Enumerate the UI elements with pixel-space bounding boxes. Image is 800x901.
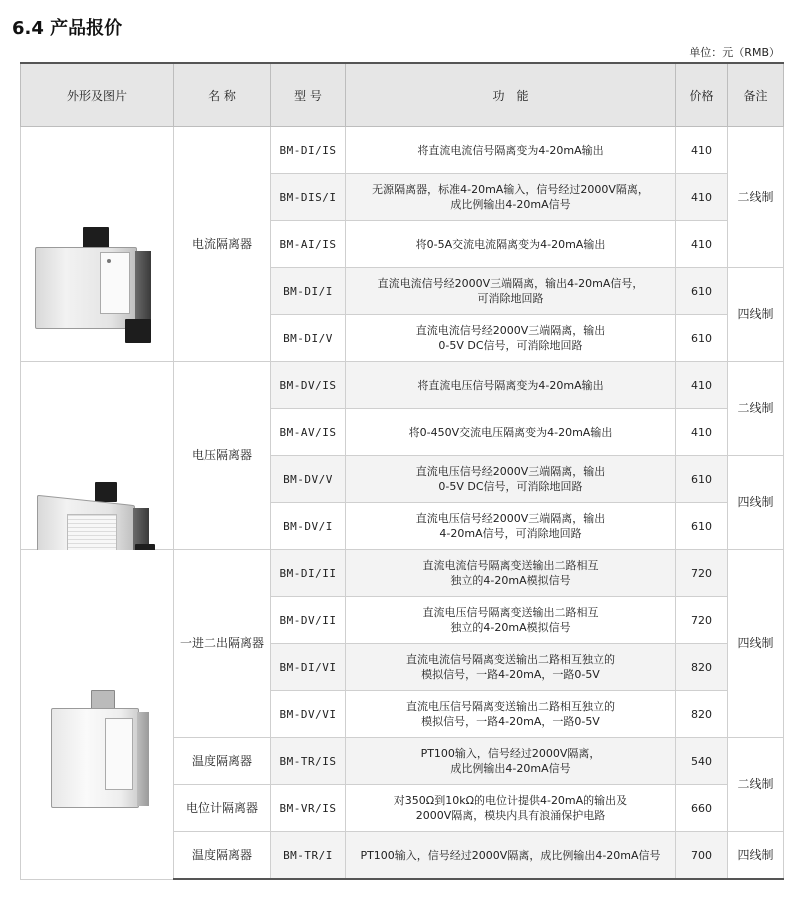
table-row <box>21 550 784 597</box>
product-name: 电流隔离器 <box>174 127 271 362</box>
header-image: 外形及图片 <box>21 63 174 127</box>
function-cell: 对350Ω到10kΩ的电位计提供4-20mA的输出及 2000V隔离，模块内具有浪涌保护电路 <box>346 785 676 832</box>
model-cell: BM-AI/IS <box>271 221 346 268</box>
note-cell: 四线制 <box>728 550 784 738</box>
function-cell: PT100输入，信号经过2000V隔离， 成比例输出4-20mA信号 <box>346 738 676 785</box>
price-cell: 410 <box>676 221 728 268</box>
current-isolator-image <box>35 227 163 337</box>
price-cell: 410 <box>676 127 728 174</box>
price-cell: 610 <box>676 315 728 362</box>
header-row <box>21 63 784 127</box>
price-cell: 540 <box>676 738 728 785</box>
header-price: 价格 <box>676 63 728 127</box>
function-cell: 将0-450V交流电压隔离变为4-20mA输出 <box>346 409 676 456</box>
note-cell: 四线制 <box>728 832 784 880</box>
note-cell: 四线制 <box>728 268 784 362</box>
model-cell: BM-DV/II <box>271 597 346 644</box>
model-cell: BM-TR/IS <box>271 738 346 785</box>
device-image-dual <box>21 550 174 880</box>
price-cell: 410 <box>676 174 728 221</box>
function-cell: 直流电流信号经2000V三端隔离，输出4-20mA信号， 可消除地回路 <box>346 268 676 315</box>
model-cell: BM-AV/IS <box>271 409 346 456</box>
price-cell: 660 <box>676 785 728 832</box>
device-image-current <box>21 127 174 362</box>
header-model: 型 号 <box>271 63 346 127</box>
note-cell: 二线制 <box>728 127 784 268</box>
model-cell: BM-DI/VI <box>271 644 346 691</box>
table-row <box>21 362 784 409</box>
function-cell: 将直流电压信号隔离变为4-20mA输出 <box>346 362 676 409</box>
product-name: 电位计隔离器 <box>174 785 271 832</box>
function-cell: 直流电流信号隔离变送输出二路相互独立的 模拟信号，一路4-20mA，一路0-5V <box>346 644 676 691</box>
product-name: 电压隔离器 <box>174 362 271 550</box>
price-cell: 700 <box>676 832 728 880</box>
price-cell: 410 <box>676 362 728 409</box>
function-cell: 将0-5A交流电流隔离变为4-20mA输出 <box>346 221 676 268</box>
model-cell: BM-VR/IS <box>271 785 346 832</box>
model-cell: BM-DI/V <box>271 315 346 362</box>
function-cell: 直流电压信号经2000V三端隔离，输出 0-5V DC信号，可消除地回路 <box>346 456 676 503</box>
price-cell: 720 <box>676 597 728 644</box>
model-cell: BM-TR/I <box>271 832 346 880</box>
model-cell: BM-DI/I <box>271 268 346 315</box>
table-row <box>21 127 784 174</box>
product-name: 温度隔离器 <box>174 832 271 880</box>
model-cell: BM-DIS/I <box>271 174 346 221</box>
product-name: 温度隔离器 <box>174 738 271 785</box>
price-cell: 820 <box>676 691 728 738</box>
model-cell: BM-DV/V <box>271 456 346 503</box>
function-cell: 直流电流信号隔离变送输出二路相互 独立的4-20mA模拟信号 <box>346 550 676 597</box>
model-cell: BM-DV/VI <box>271 691 346 738</box>
price-cell: 820 <box>676 644 728 691</box>
function-cell: 直流电压信号经2000V三端隔离，输出 4-20mA信号，可消除地回路 <box>346 503 676 550</box>
price-cell: 610 <box>676 456 728 503</box>
note-cell: 二线制 <box>728 738 784 832</box>
function-cell: 直流电压信号隔离变送输出二路相互独立的 模拟信号，一路4-20mA，一路0-5V <box>346 691 676 738</box>
header-function: 功 能 <box>346 63 676 127</box>
section-title: 6.4 产品报价 <box>12 18 123 39</box>
price-cell: 610 <box>676 268 728 315</box>
header-name: 名 称 <box>174 63 271 127</box>
dual-output-isolator-image <box>51 690 151 810</box>
function-cell: PT100输入，信号经过2000V隔离，成比例输出4-20mA信号 <box>346 832 676 880</box>
price-table <box>20 62 784 880</box>
product-name: 一进二出隔离器 <box>174 550 271 738</box>
function-cell: 直流电压信号隔离变送输出二路相互 独立的4-20mA模拟信号 <box>346 597 676 644</box>
function-cell: 直流电流信号经2000V三端隔离，输出 0-5V DC信号，可消除地回路 <box>346 315 676 362</box>
device-image-voltage <box>21 362 174 550</box>
header-note: 备注 <box>728 63 784 127</box>
model-cell: BM-DV/IS <box>271 362 346 409</box>
model-cell: BM-DI/II <box>271 550 346 597</box>
currency-unit: 单位：元（RMB） <box>689 46 780 59</box>
note-cell: 二线制 <box>728 362 784 456</box>
model-cell: BM-DI/IS <box>271 127 346 174</box>
model-cell: BM-DV/I <box>271 503 346 550</box>
function-cell: 无源隔离器，标准4-20mA输入，信号经过2000V隔离， 成比例输出4-20mA信号 <box>346 174 676 221</box>
price-cell: 720 <box>676 550 728 597</box>
function-cell: 将直流电流信号隔离变为4-20mA输出 <box>346 127 676 174</box>
price-cell: 610 <box>676 503 728 550</box>
price-cell: 410 <box>676 409 728 456</box>
note-cell: 四线制 <box>728 456 784 550</box>
